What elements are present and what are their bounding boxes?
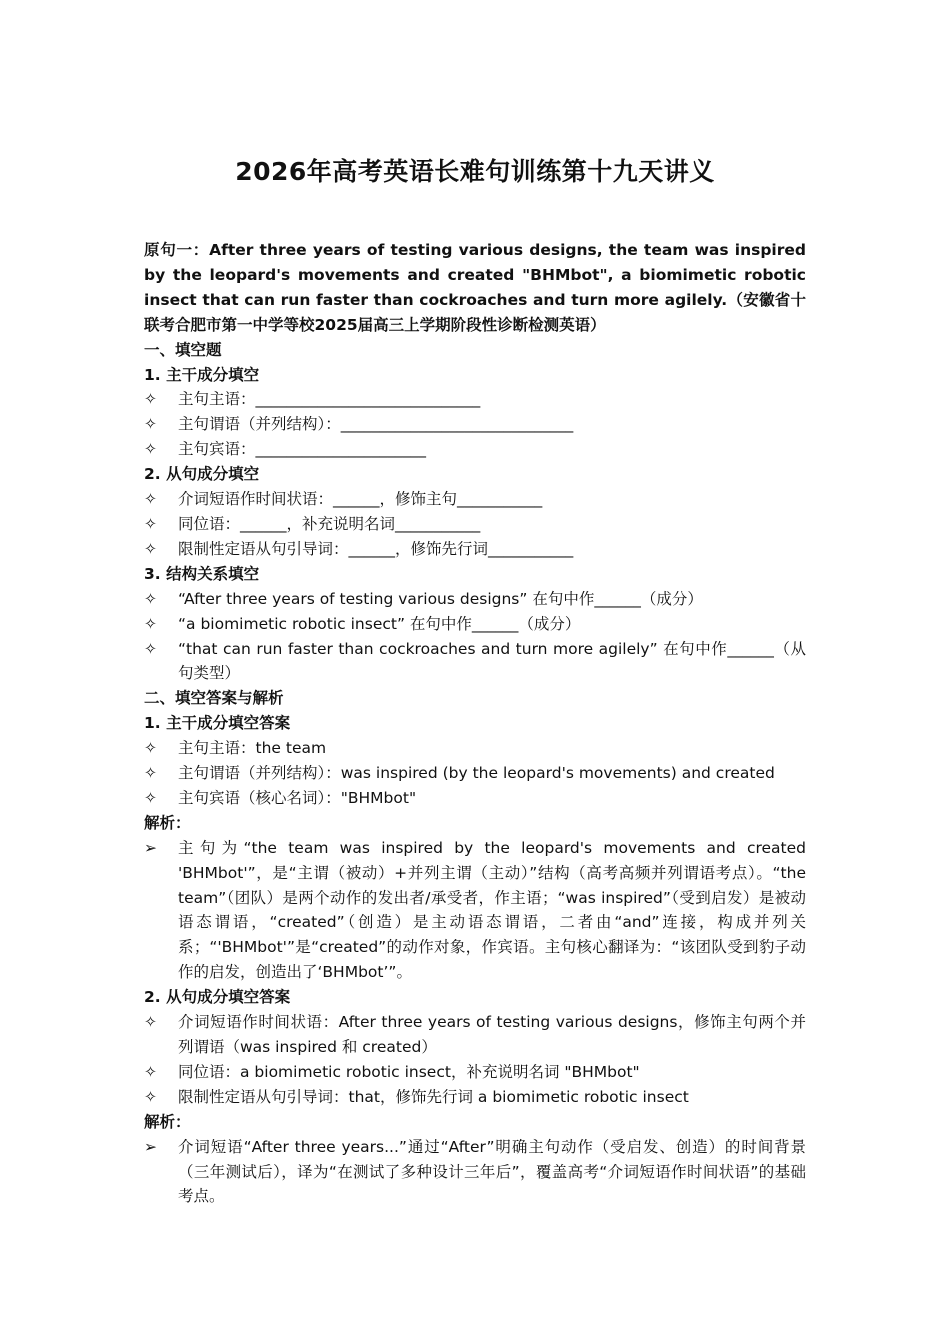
analysis-paragraph <box>144 1135 806 1210</box>
list-item <box>144 761 806 786</box>
diamond-icon: ✧ <box>144 764 157 783</box>
list-item <box>144 512 806 537</box>
list-item <box>144 487 806 512</box>
diamond-icon: ✧ <box>144 415 157 434</box>
sentence-source: （安徽省十联考合肥市第一中学等校2025届高三上学期阶段性诊断检测英语） <box>144 290 806 334</box>
part1-heading: 一、填空题 <box>144 340 222 359</box>
document-body <box>144 238 806 1209</box>
list-item <box>144 587 806 612</box>
part2-heading: 二、填空答案与解析 <box>144 689 284 708</box>
arrow-icon: ➢ <box>144 838 157 857</box>
analysis-text: 介词短语“After three years...”通过“After”明确主句动作（受启发、创造）的时间背景（三年测试后），译为“在测试了多种设计三年后”，覆盖高考“介词短语作时间状语”的基础考点。 <box>178 1137 806 1206</box>
list-item <box>144 1085 806 1110</box>
list-item-text: “a biomimetic robotic insect” 在句中作______（成分） <box>178 614 581 633</box>
list-item-text: 限制性定语从句引导词：______，修饰先行词___________ <box>178 539 574 558</box>
original-sentence <box>144 238 806 338</box>
list-item <box>144 637 806 687</box>
diamond-icon: ✧ <box>144 539 157 558</box>
sentence-text: After three years of testing various designs, the team was inspired by the leopard's movements and created "BHMbot", a biomimetic robotic insect that can run faster than cockroaches and turn more agilely. <box>144 241 806 309</box>
list-item-text: 主句主语：_____________________________ <box>178 390 481 409</box>
analysis-text: 主句为“the team was inspired by the leopard's movements and created 'BHMbot'”，是“主谓（被动）+并列主谓（主动）”结构（高考高频并列谓语考点）。“the team”（团队）是两个动作的发出者/承受者，作主语；“was inspired”（受到启发）是被动语态谓语，“created”（创造）是主动语态谓语，二者由“and”连接，构成并列关系；“'BHMbot'”是“created”的动作对象，作宾语。主句核心翻译为：“该团队受到豹子动作的启发，创造出了‘BHMbot’”。 <box>178 838 806 982</box>
list-item <box>144 387 806 412</box>
list-item-text: “that can run faster than cockroaches and turn more agilely” 在句中作______（从句类型） <box>178 639 806 683</box>
diamond-icon: ✧ <box>144 1062 157 1081</box>
analysis-label: 解析： <box>144 813 191 832</box>
list-item <box>144 1060 806 1085</box>
analysis-paragraph <box>144 836 806 985</box>
arrow-icon: ➢ <box>144 1137 157 1156</box>
list-item-text: 主句谓语（并列结构）：______________________________ <box>178 415 574 434</box>
sentence-label: 原句一： <box>144 241 210 259</box>
list-item <box>144 537 806 562</box>
section-heading: 1. 主干成分填空答案 <box>144 714 291 733</box>
list-item-text: 主句宾语：______________________ <box>178 440 427 459</box>
list-item <box>144 736 806 761</box>
list-item-text: 介词短语作时间状语：______，修饰主句___________ <box>178 490 543 509</box>
list-item-text: 同位语：______，补充说明名词___________ <box>178 514 481 533</box>
diamond-icon: ✧ <box>144 614 157 633</box>
list-item-text: 主句主语：the team <box>178 739 327 758</box>
diamond-icon: ✧ <box>144 589 157 608</box>
diamond-icon: ✧ <box>144 440 157 459</box>
list-item <box>144 1010 806 1060</box>
list-item-text: 介词短语作时间状语：After three years of testing various designs，修饰主句两个并列谓语（was inspired 和 created） <box>178 1013 806 1056</box>
list-item-text: 同位语：a biomimetic robotic insect，补充说明名词 "BHMbot" <box>178 1062 640 1081</box>
diamond-icon: ✧ <box>144 1013 157 1032</box>
section-heading: 1. 主干成分填空 <box>144 365 260 384</box>
diamond-icon: ✧ <box>144 739 157 758</box>
list-item-text: 主句宾语（核心名词）："BHMbot" <box>178 788 417 807</box>
list-item <box>144 412 806 437</box>
analysis-label: 解析： <box>144 1112 191 1131</box>
page-title: 2026年高考英语长难句训练第十九天讲义 <box>235 157 715 186</box>
list-item-text: “After three years of testing various designs” 在句中作______（成分） <box>178 589 703 608</box>
section-heading: 2. 从句成分填空 <box>144 465 260 484</box>
diamond-icon: ✧ <box>144 639 157 658</box>
list-item <box>144 612 806 637</box>
section-heading: 2. 从句成分填空答案 <box>144 988 291 1007</box>
section-heading: 3. 结构关系填空 <box>144 564 260 583</box>
diamond-icon: ✧ <box>144 390 157 409</box>
diamond-icon: ✧ <box>144 514 157 533</box>
list-item <box>144 437 806 462</box>
diamond-icon: ✧ <box>144 788 157 807</box>
list-item-text: 限制性定语从句引导词：that，修饰先行词 a biomimetic robotic insect <box>178 1087 689 1106</box>
diamond-icon: ✧ <box>144 490 157 509</box>
list-item <box>144 786 806 811</box>
list-item-text: 主句谓语（并列结构）：was inspired (by the leopard's movements) and created <box>178 764 775 783</box>
diamond-icon: ✧ <box>144 1087 157 1106</box>
